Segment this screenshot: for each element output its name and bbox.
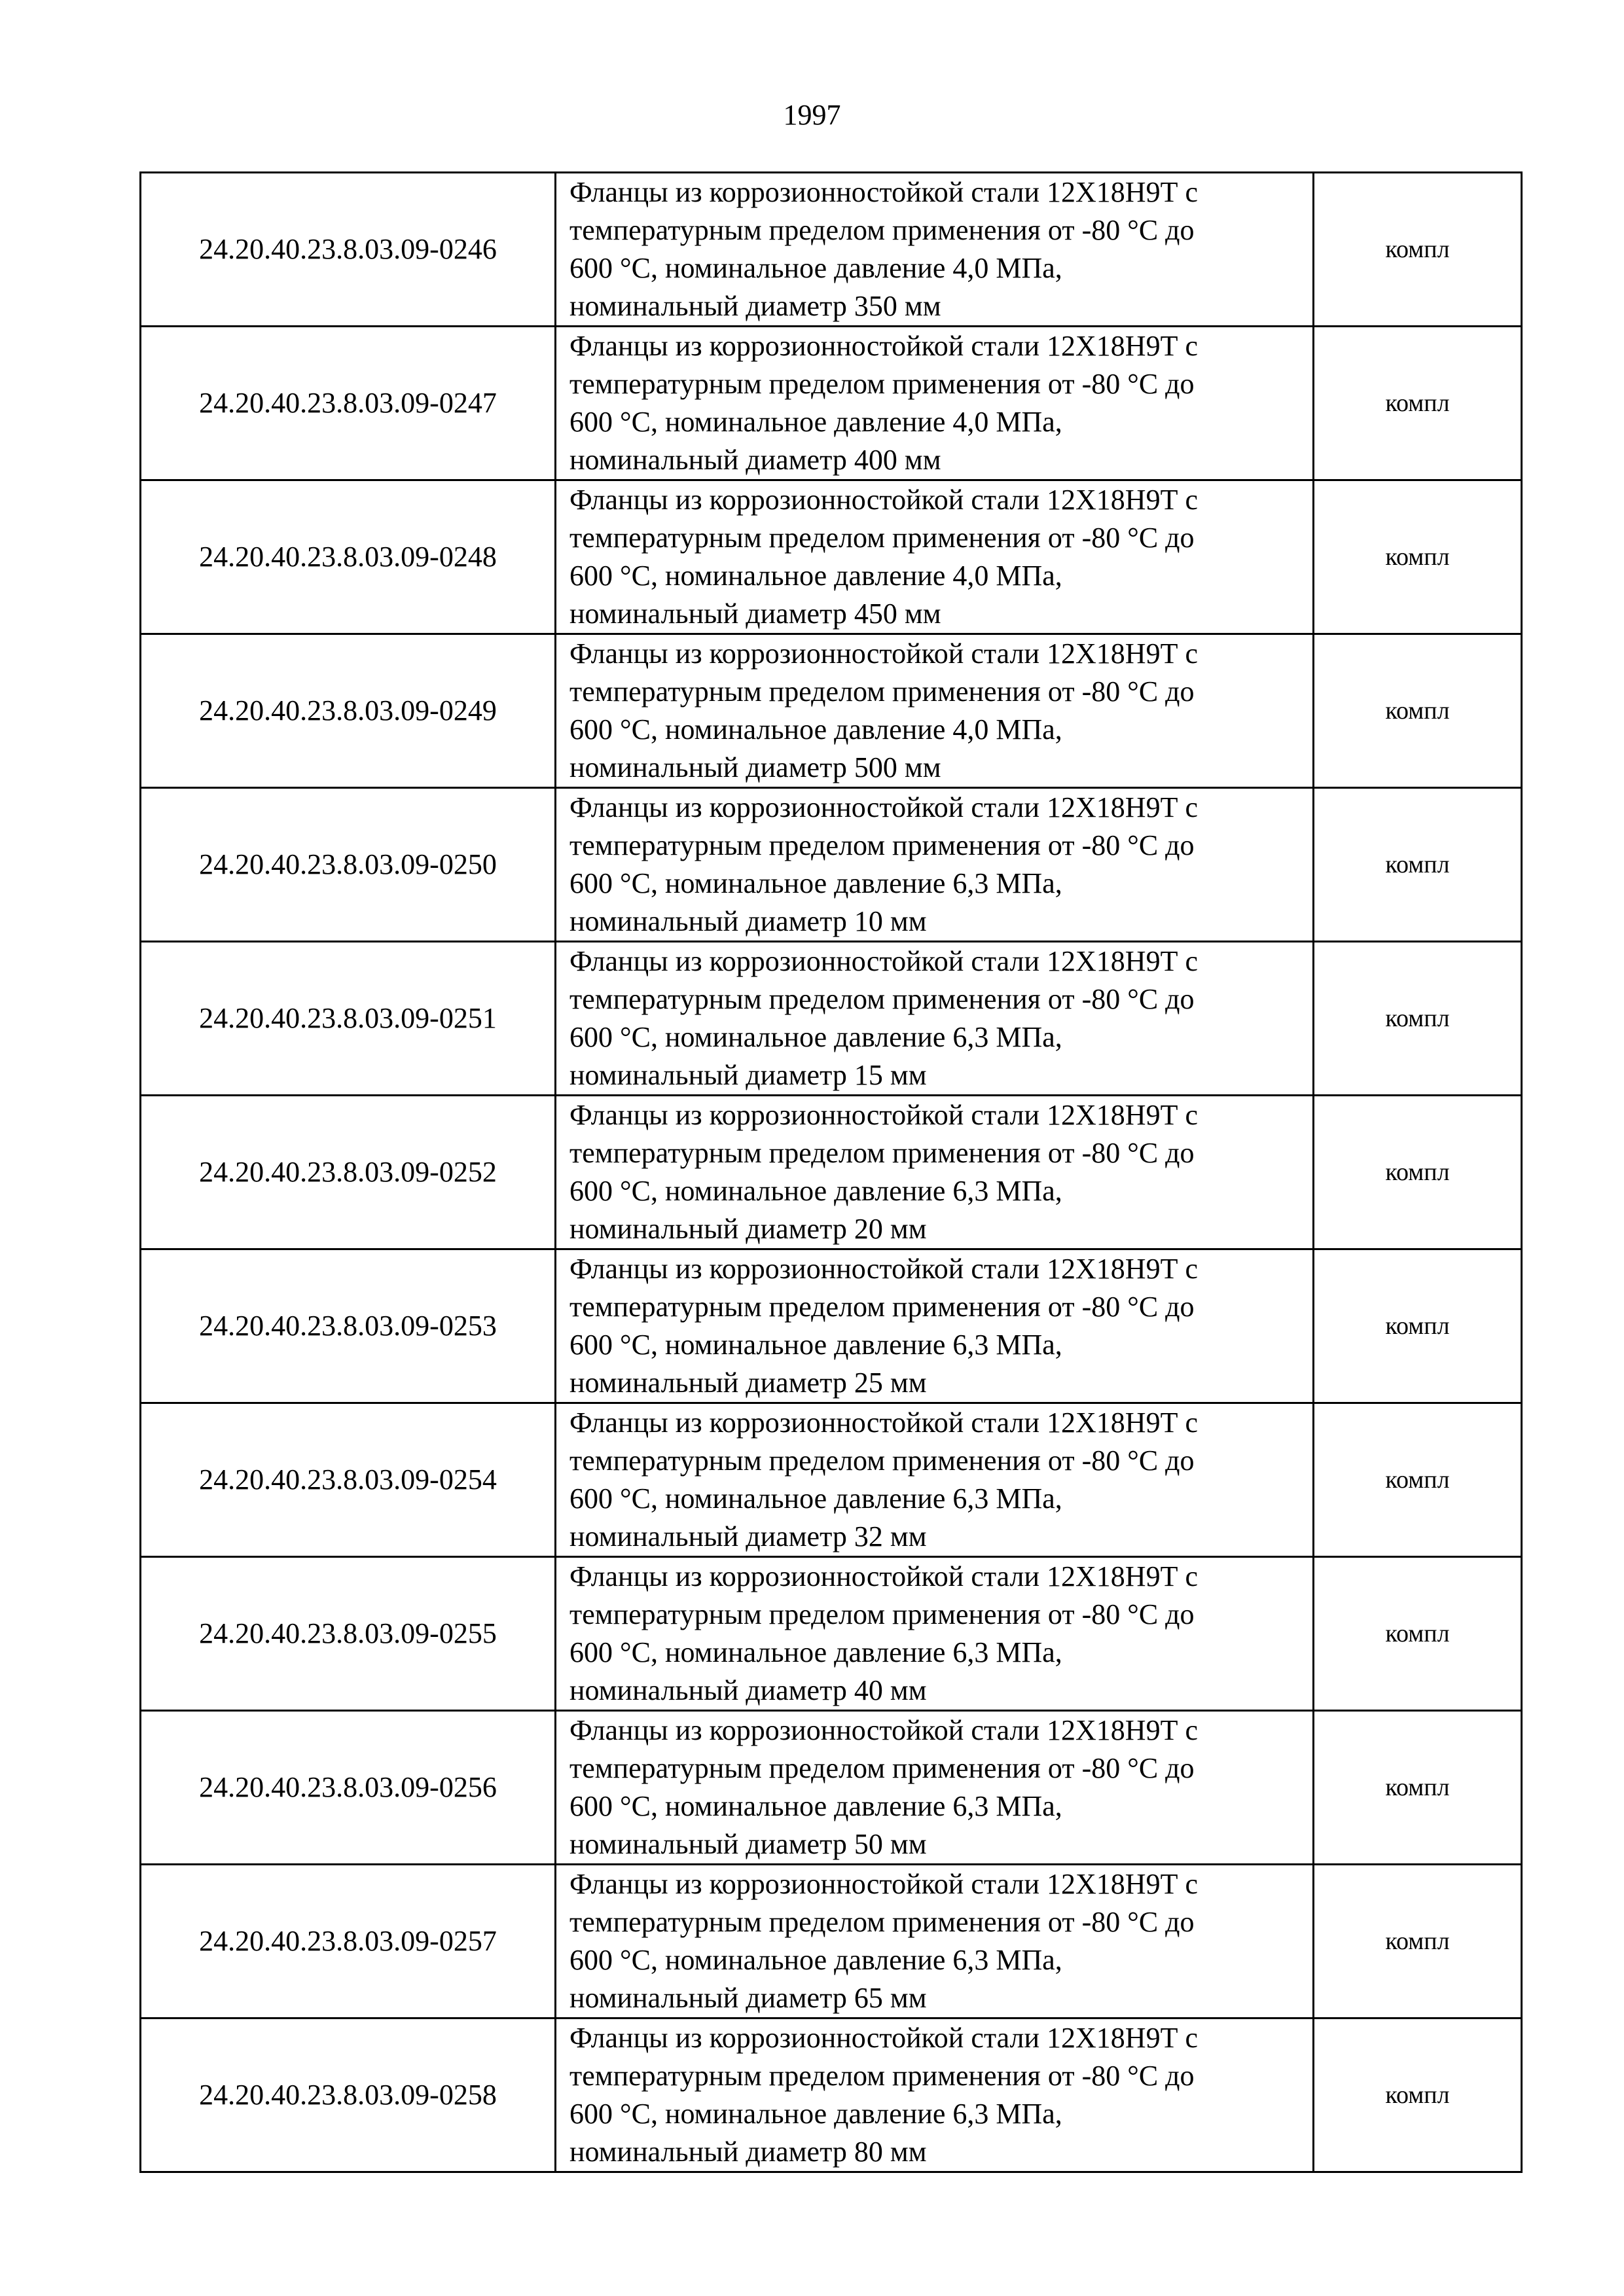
description-line: номинальный диаметр 350 мм [569, 290, 941, 322]
description-line: Фланцы из коррозионностойкой стали 12Х18Н9Т с [569, 1560, 1198, 1592]
resource-description [556, 942, 1314, 1096]
unit-of-measure: компл [1314, 327, 1522, 480]
table-body [141, 173, 1522, 2172]
description-line: номинальный диаметр 400 мм [569, 444, 941, 476]
price-table [139, 171, 1523, 2173]
unit-of-measure: компл [1314, 634, 1522, 788]
description-line: номинальный диаметр 32 мм [569, 1520, 927, 1552]
description-line: Фланцы из коррозионностойкой стали 12Х18Н9Т с [569, 637, 1198, 670]
description-line: 600 °С, номинальное давление 6,3 МПа, [569, 2098, 1062, 2130]
resource-description [556, 1403, 1314, 1557]
description-line: Фланцы из коррозионностойкой стали 12Х18Н9Т с [569, 330, 1198, 362]
resource-code: 24.20.40.23.8.03.09-0249 [141, 634, 556, 788]
resource-code: 24.20.40.23.8.03.09-0257 [141, 1865, 556, 2018]
description-line: Фланцы из коррозионностойкой стали 12Х18Н9Т с [569, 1253, 1198, 1285]
description-line: Фланцы из коррозионностойкой стали 12Х18Н9Т с [569, 1407, 1198, 1439]
resource-description [556, 1711, 1314, 1865]
resource-description [556, 1096, 1314, 1249]
table-row [141, 1557, 1522, 1711]
description-line: температурным пределом применения от -80 °С до [569, 1598, 1195, 1630]
resource-description [556, 1865, 1314, 2018]
resource-code: 24.20.40.23.8.03.09-0247 [141, 327, 556, 480]
unit-of-measure: компл [1314, 788, 1522, 942]
unit-of-measure: компл [1314, 1403, 1522, 1557]
description-line: 600 °С, номинальное давление 6,3 МПа, [569, 1944, 1062, 1976]
unit-of-measure: компл [1314, 942, 1522, 1096]
unit-of-measure: компл [1314, 1557, 1522, 1711]
description-line: температурным пределом применения от -80 °С до [569, 1752, 1195, 1784]
resource-code: 24.20.40.23.8.03.09-0246 [141, 173, 556, 327]
resource-code: 24.20.40.23.8.03.09-0250 [141, 788, 556, 942]
description-line: 600 °С, номинальное давление 6,3 МПа, [569, 1329, 1062, 1361]
description-line: номинальный диаметр 40 мм [569, 1674, 927, 1706]
description-line: температурным пределом применения от -80 °С до [569, 214, 1195, 246]
description-line: температурным пределом применения от -80 °С до [569, 675, 1195, 708]
resource-code: 24.20.40.23.8.03.09-0248 [141, 480, 556, 634]
description-line: температурным пределом применения от -80 °С до [569, 983, 1195, 1015]
unit-of-measure: компл [1314, 1711, 1522, 1865]
resource-description [556, 1249, 1314, 1403]
description-line: 600 °С, номинальное давление 6,3 МПа, [569, 1021, 1062, 1053]
resource-code: 24.20.40.23.8.03.09-0251 [141, 942, 556, 1096]
resource-description [556, 788, 1314, 942]
table-row [141, 1403, 1522, 1557]
description-line: температурным пределом применения от -80 °С до [569, 1906, 1195, 1938]
description-line: 600 °С, номинальное давление 6,3 МПа, [569, 1790, 1062, 1822]
description-line: номинальный диаметр 50 мм [569, 1828, 927, 1860]
resource-description [556, 173, 1314, 327]
description-line: Фланцы из коррозионностойкой стали 12Х18Н9Т с [569, 2022, 1198, 2054]
resource-description [556, 634, 1314, 788]
description-line: 600 °С, номинальное давление 6,3 МПа, [569, 1482, 1062, 1515]
description-line: 600 °С, номинальное давление 4,0 МПа, [569, 406, 1062, 438]
description-line: 600 °С, номинальное давление 4,0 МПа, [569, 560, 1062, 592]
unit-of-measure: компл [1314, 480, 1522, 634]
description-line: 600 °С, номинальное давление 6,3 МПа, [569, 1175, 1062, 1207]
table-row [141, 942, 1522, 1096]
description-line: температурным пределом применения от -80 °С до [569, 1137, 1195, 1169]
description-line: температурным пределом применения от -80 °С до [569, 1444, 1195, 1477]
description-line: номинальный диаметр 20 мм [569, 1213, 927, 1245]
description-line: Фланцы из коррозионностойкой стали 12Х18Н9Т с [569, 791, 1198, 823]
table-row [141, 327, 1522, 480]
unit-of-measure: компл [1314, 1249, 1522, 1403]
unit-of-measure: компл [1314, 1096, 1522, 1249]
description-line: номинальный диаметр 450 мм [569, 598, 941, 630]
unit-of-measure: компл [1314, 2018, 1522, 2172]
unit-of-measure: компл [1314, 173, 1522, 327]
description-line: номинальный диаметр 25 мм [569, 1367, 927, 1399]
resource-code: 24.20.40.23.8.03.09-0258 [141, 2018, 556, 2172]
resource-description [556, 1557, 1314, 1711]
description-line: номинальный диаметр 10 мм [569, 905, 927, 937]
description-line: 600 °С, номинальное давление 4,0 МПа, [569, 252, 1062, 284]
description-line: Фланцы из коррозионностойкой стали 12Х18Н9Т с [569, 1714, 1198, 1746]
table-row [141, 480, 1522, 634]
description-line: температурным пределом применения от -80 °С до [569, 368, 1195, 400]
table-row [141, 1096, 1522, 1249]
table-row [141, 788, 1522, 942]
description-line: номинальный диаметр 15 мм [569, 1059, 927, 1091]
description-line: Фланцы из коррозионностойкой стали 12Х18Н9Т с [569, 176, 1198, 208]
description-line: Фланцы из коррозионностойкой стали 12Х18Н9Т с [569, 945, 1198, 977]
page-number: 1997 [783, 99, 841, 131]
resource-code: 24.20.40.23.8.03.09-0252 [141, 1096, 556, 1249]
description-line: температурным пределом применения от -80 °С до [569, 1291, 1195, 1323]
description-line: Фланцы из коррозионностойкой стали 12Х18Н9Т с [569, 1868, 1198, 1900]
description-line: температурным пределом применения от -80 °С до [569, 829, 1195, 861]
resource-description [556, 2018, 1314, 2172]
resource-description [556, 480, 1314, 634]
table-row [141, 1249, 1522, 1403]
resource-code: 24.20.40.23.8.03.09-0253 [141, 1249, 556, 1403]
table-row [141, 2018, 1522, 2172]
description-line: Фланцы из коррозионностойкой стали 12Х18Н9Т с [569, 1099, 1198, 1131]
description-line: 600 °С, номинальное давление 6,3 МПа, [569, 867, 1062, 899]
description-line: температурным пределом применения от -80 °С до [569, 522, 1195, 554]
description-line: номинальный диаметр 80 мм [569, 2136, 927, 2168]
description-line: температурным пределом применения от -80 °С до [569, 2060, 1195, 2092]
resource-description [556, 327, 1314, 480]
description-line: Фланцы из коррозионностойкой стали 12Х18Н9Т с [569, 484, 1198, 516]
table-row [141, 1711, 1522, 1865]
unit-of-measure: компл [1314, 1865, 1522, 2018]
table-row [141, 173, 1522, 327]
table-row [141, 1865, 1522, 2018]
description-line: 600 °С, номинальное давление 4,0 МПа, [569, 713, 1062, 745]
description-line: номинальный диаметр 500 мм [569, 751, 941, 783]
description-line: номинальный диаметр 65 мм [569, 1982, 927, 2014]
resource-code: 24.20.40.23.8.03.09-0254 [141, 1403, 556, 1557]
table-row [141, 634, 1522, 788]
resource-code: 24.20.40.23.8.03.09-0255 [141, 1557, 556, 1711]
description-line: 600 °С, номинальное давление 6,3 МПа, [569, 1636, 1062, 1668]
resource-code: 24.20.40.23.8.03.09-0256 [141, 1711, 556, 1865]
